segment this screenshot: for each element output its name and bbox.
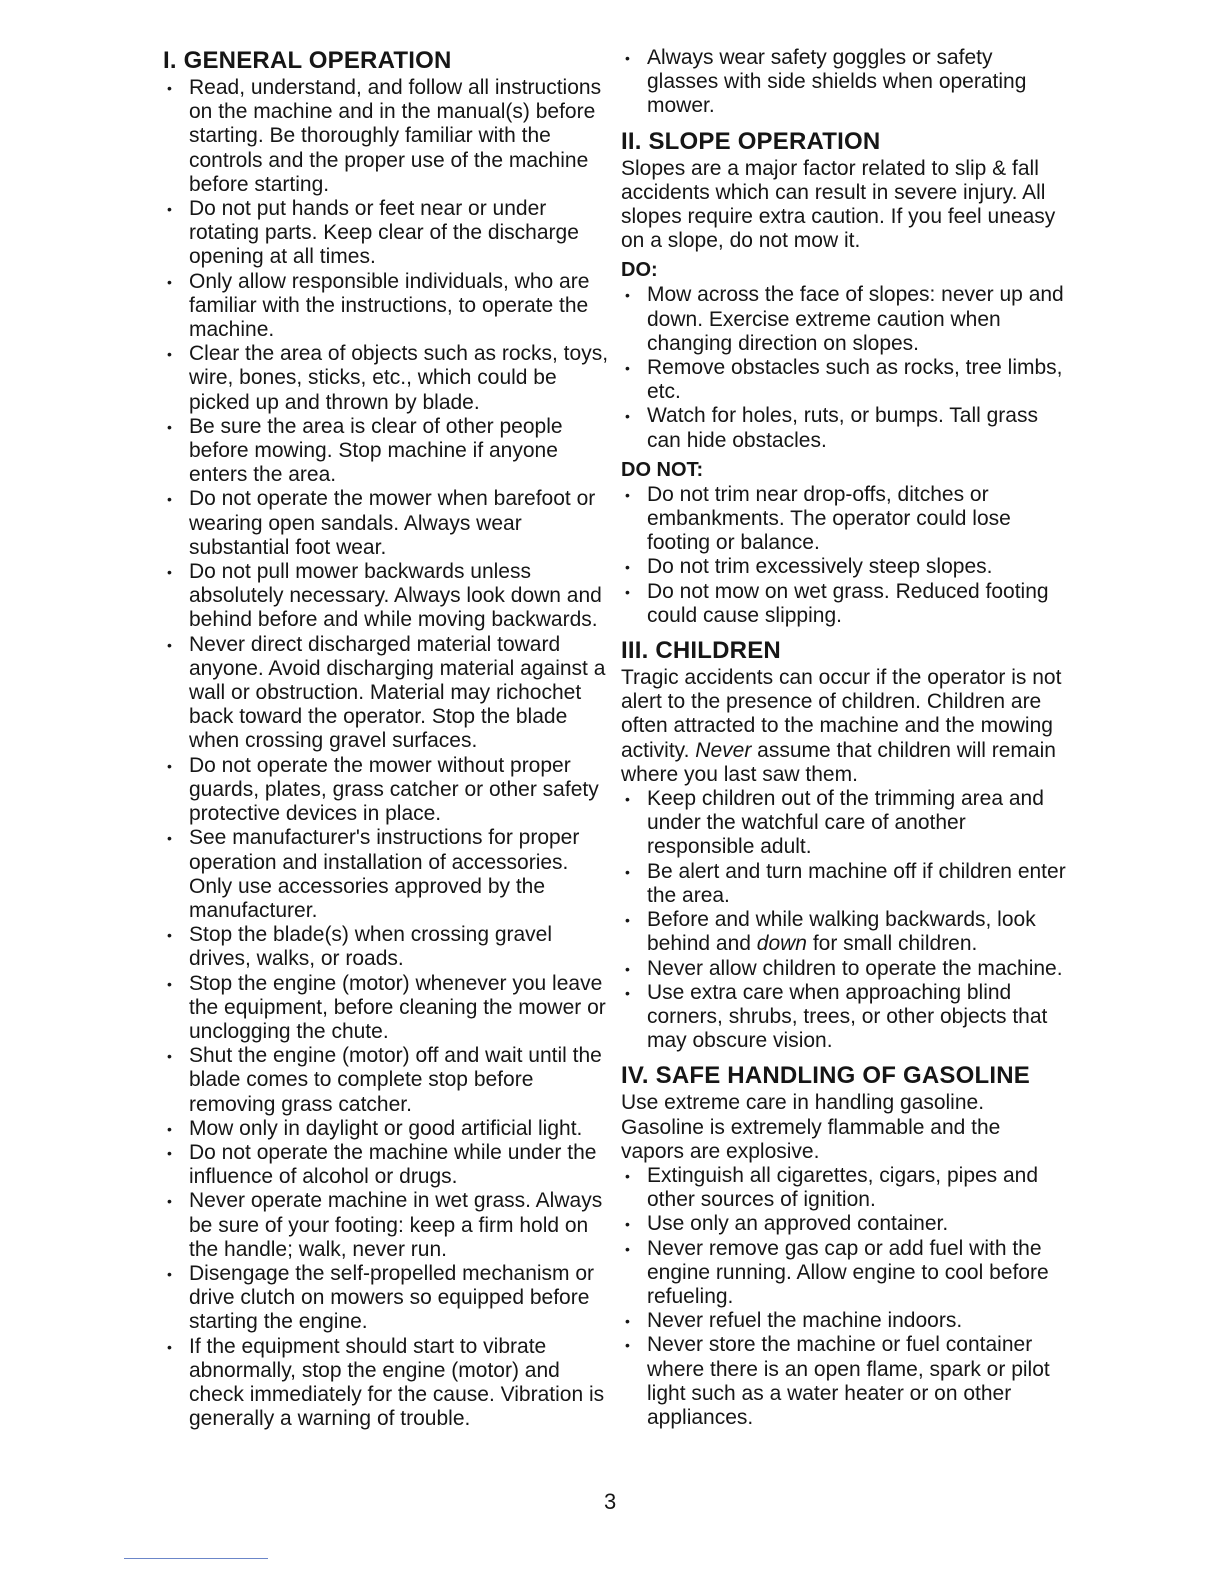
list-item: • Be alert and turn machine off if children enter the area. <box>621 860 1066 908</box>
list-item: • Mow across the face of slopes: never up and down. Exercise extreme caution when changing direction on slopes. <box>621 283 1066 356</box>
do-label: DO: <box>621 259 658 282</box>
backwards-text-start: Before and while walking backwards, look behind and <box>647 908 1036 956</box>
list-item: • Never remove gas cap or add fuel with the engine running. Allow engine to cool before refueling. <box>621 1237 1066 1310</box>
list-item: • Do not operate the mower when barefoot or wearing open sandals. Always wear substantial foot wear. <box>163 487 609 560</box>
general-operation-heading: I. GENERAL OPERATION <box>163 47 452 74</box>
list-item: • Be sure the area is clear of other people before mowing. Stop machine if anyone enters the area. <box>163 415 609 488</box>
general-operation-list <box>163 76 609 1431</box>
list-item: • Stop the blade(s) when crossing gravel drives, walks, or roads. <box>163 923 609 971</box>
list-item <box>621 908 1066 956</box>
general-operation-continued-list <box>621 46 1066 119</box>
list-item: • Only allow responsible individuals, who are familiar with the instructions, to operate the machine. <box>163 270 609 343</box>
list-item: • Read, understand, and follow all instructions on the machine and in the manual(s) before starting. Be thoroughly familiar with the controls and the proper use of the machine before starting. <box>163 76 609 197</box>
gasoline-heading: IV. SAFE HANDLING OF GASOLINE <box>621 1062 1030 1090</box>
children-intro-emphasis: Never <box>695 738 752 762</box>
list-item: • Do not operate the machine while under the influence of alcohol or drugs. <box>163 1141 609 1189</box>
list-item: • Never operate machine in wet grass. Always be sure of your footing: keep a firm hold on the handle; walk, never run. <box>163 1189 609 1262</box>
backwards-text-end: for small children. <box>806 932 978 956</box>
slope-intro: Slopes are a major factor related to slip & fall accidents which can result in severe injury. All slopes require extra caution. If you feel uneasy on a slope, do not mow it. <box>621 156 1056 253</box>
list-item: • Do not pull mower backwards unless absolutely necessary. Always look down and behind before and while moving backwards. <box>163 560 609 633</box>
gasoline-list <box>621 1164 1066 1430</box>
list-item: • Stop the engine (motor) whenever you leave the equipment, before cleaning the mower or unclogging the chute. <box>163 972 609 1045</box>
list-item: • Never refuel the machine indoors. <box>621 1309 1066 1333</box>
slope-do-not-list <box>621 483 1066 628</box>
list-item: • Never store the machine or fuel container where there is an open flame, spark or pilot light such as a water heater or on other appliances. <box>621 1333 1066 1430</box>
page-number: 3 <box>604 1489 617 1514</box>
list-item: • Mow only in daylight or good artificial light. <box>163 1117 609 1141</box>
list-item: • Use only an approved container. <box>621 1212 1066 1236</box>
list-item: • Use extra care when approaching blind corners, shrubs, trees, or other objects that may obscure vision. <box>621 981 1066 1054</box>
list-item: • Do not put hands or feet near or under rotating parts. Keep clear of the discharge opening at all times. <box>163 197 609 270</box>
children-intro <box>621 666 1066 787</box>
children-intro-end: assume that children will remain where you last saw them. <box>621 738 1056 786</box>
list-item: • Do not operate the mower without proper guards, plates, grass catcher or other safety protective devices in place. <box>163 754 609 827</box>
list-item: • Never allow children to operate the machine. <box>621 957 1066 981</box>
list-item: • Never direct discharged material toward anyone. Avoid discharging material against a wall or obstruction. Material may richochet back toward the operator. Stop the blade when crossing gravel surfaces. <box>163 633 609 754</box>
list-item: • Do not trim excessively steep slopes. <box>621 555 1066 579</box>
slope-operation-heading: II. SLOPE OPERATION <box>621 127 881 155</box>
children-intro-start: Tragic accidents can occur if the operator is not alert to the presence of children. Children are often attracted to the machine and the mowing activity. <box>621 666 1062 762</box>
footer-divider <box>124 1558 268 1559</box>
list-item: • See manufacturer's instructions for proper operation and installation of accessories. Only use accessories approved by the manufacturer. <box>163 826 609 923</box>
backwards-emphasis: down <box>756 932 807 956</box>
list-item: • Clear the area of objects such as rocks, toys, wire, bones, sticks, etc., which could be picked up and thrown by blade. <box>163 342 609 415</box>
gasoline-intro: Use extreme care in handling gasoline. Gasoline is extremely flammable and the vapors are explosive. <box>621 1091 1001 1163</box>
list-item: • Disengage the self-propelled mechanism or drive clutch on mowers so equipped before starting the engine. <box>163 1262 609 1335</box>
list-item: • Do not trim near drop-offs, ditches or embankments. The operator could lose footing or balance. <box>621 483 1066 556</box>
list-item: • Shut the engine (motor) off and wait until the blade comes to complete stop before removing grass catcher. <box>163 1044 609 1117</box>
left-column <box>163 46 609 1431</box>
list-item: • If the equipment should start to vibrate abnormally, stop the engine (motor) and check immediately for the cause. Vibration is generally a warning of trouble. <box>163 1335 609 1432</box>
list-item: • Extinguish all cigarettes, cigars, pipes and other sources of ignition. <box>621 1164 1066 1212</box>
children-list <box>621 787 1066 1053</box>
list-item: • Do not mow on wet grass. Reduced footing could cause slipping. <box>621 580 1066 628</box>
list-item: • Always wear safety goggles or safety glasses with side shields when operating mower. <box>621 46 1066 119</box>
children-heading: III. CHILDREN <box>621 637 781 665</box>
slope-do-list <box>621 283 1066 452</box>
right-column <box>621 46 1066 1430</box>
list-item: • Keep children out of the trimming area and under the watchful care of another responsible adult. <box>621 787 1066 860</box>
list-item: • Remove obstacles such as rocks, tree limbs, etc. <box>621 356 1066 404</box>
do-not-label: DO NOT: <box>621 458 704 481</box>
list-item: • Watch for holes, ruts, or bumps. Tall grass can hide obstacles. <box>621 404 1066 452</box>
